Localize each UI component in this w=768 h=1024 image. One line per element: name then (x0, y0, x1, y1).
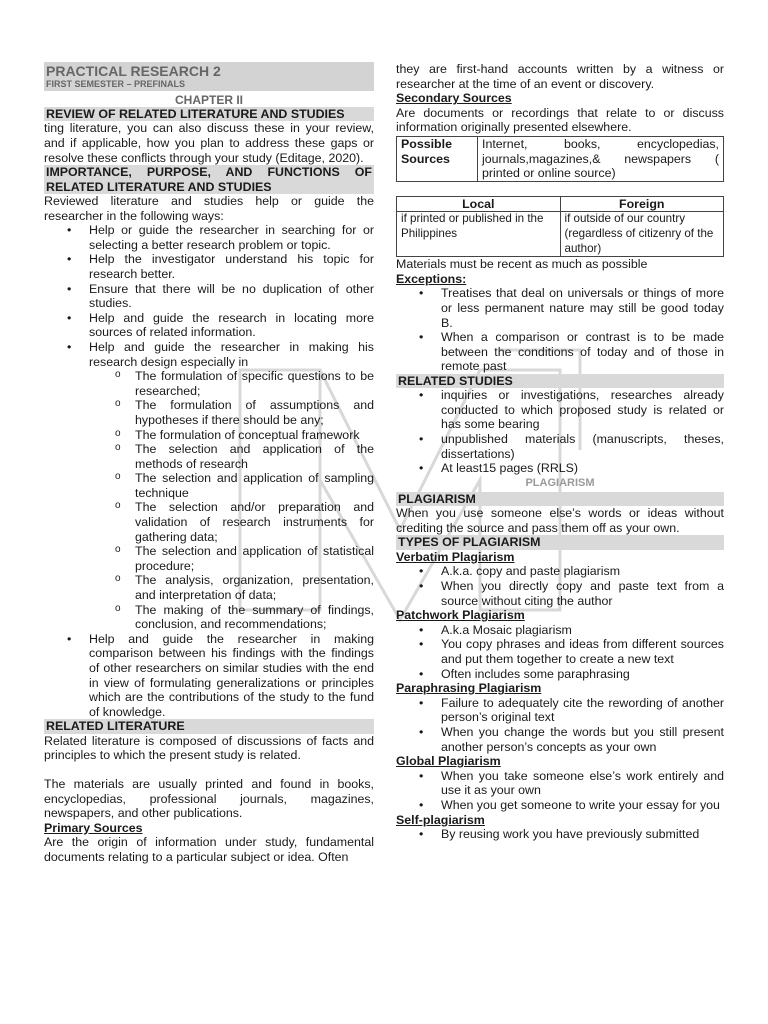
sub-list-item: o The selection and application of sampling technique (135, 471, 374, 500)
left-column (44, 62, 374, 865)
right-column (396, 62, 724, 842)
list-item: • When a comparison or contrast is to be made between the conditions of today and of those in remote past (441, 330, 724, 374)
list-item: • inquiries or investigations, researches already conducted to which proposed study is related or has some bearing (441, 388, 724, 432)
plagiarism-label: PLAGIARISM (525, 476, 595, 489)
list-item (89, 340, 374, 632)
list-item: • At least15 pages (RRLS) (441, 461, 724, 476)
table-cell-foreign: if outside of our country (regardless of citizenry of the author) (560, 212, 724, 257)
importance-intro: Reviewed literature and studies help or guide the researcher in the following ways: (44, 194, 374, 223)
header-title-bar (44, 62, 374, 91)
review-text: ting literature, you can also discuss these in your review, and if applicable, how you plan to address these gaps or resolve these conflicts through your study (Editage, 2020). (44, 121, 374, 165)
list-item: • When you change the words but you still present another person’s concepts as your own (441, 725, 724, 754)
list-item: • Ensure that there will be no duplication of other studies. (89, 282, 374, 311)
types-of-plagiarism-heading: TYPES OF PLAGIARISM (396, 535, 724, 549)
table-header-foreign: Foreign (560, 196, 724, 212)
sub-list-item: o The formulation of specific questions to be researched; (135, 369, 374, 398)
list-item: • When you take someone else’s work entirely and use it as your own (441, 769, 724, 798)
table-cell-value: Internet, books, encyclopedias, journals,magazines,& newspapers ( printed or online source) (478, 136, 724, 181)
sub-list-item: o The selection and application of statistical procedure; (135, 544, 374, 573)
recent-text: Materials must be recent as much as possible (396, 257, 648, 272)
table-header-row (397, 196, 724, 212)
list-item: • unpublished materials (manuscripts, theses, dissertations) (441, 432, 724, 461)
sub-list-item: o The analysis, organization, presentation, and interpretation of data; (135, 573, 374, 602)
paraphrasing-heading: Paraphrasing Plagiarism (396, 681, 542, 696)
list-item-text: Help and guide the researcher in making his research design especially in (89, 339, 374, 369)
local-foreign-table (396, 196, 724, 257)
list-item: • Often includes some paraphrasing (441, 667, 724, 682)
sub-list-item: o The making of the summary of findings, conclusion, and recommendations; (135, 603, 374, 632)
exceptions-list (396, 286, 724, 374)
chapter-label: CHAPTER II (174, 93, 243, 107)
table-cell-label: Possible Sources (397, 136, 478, 181)
patchwork-list (396, 623, 724, 681)
secondary-sources-text: Are documents or recordings that relate to or discuss information originally presented elsewhere. (396, 105, 724, 135)
list-item: • When you get someone to write your essay for you (441, 798, 724, 813)
possible-sources-table (396, 136, 724, 182)
page-title: PRACTICAL RESEARCH 2 (46, 63, 221, 79)
plagiarism-text: When you use someone else’s words or ideas without crediting the source and pass them off as your own. (396, 506, 724, 535)
exceptions-heading: Exceptions: (396, 271, 467, 286)
plagiarism-heading: PLAGIARISM (396, 492, 724, 506)
global-heading: Global Plagiarism (396, 754, 501, 769)
table-row (397, 136, 724, 181)
patchwork-heading: Patchwork Plagiarism (396, 608, 525, 623)
list-item: • Failure to adequately cite the rewording of another person’s original text (441, 696, 724, 725)
list-item: • Help and guide the research in locating more sources of related information. (89, 311, 374, 340)
self-plagiarism-list (396, 827, 724, 842)
global-list (396, 769, 724, 813)
materials-text: The materials are usually printed and found in books, encyclopedias, professional journals, magazines, newspapers, and other publications. (44, 776, 374, 821)
verbatim-list (396, 564, 724, 608)
list-item: • Help and guide the researcher in making comparison between his findings with the findings of other researchers on similar studies with the end in view of formulating generalizations or principles which are the contributions of the study to the fund of knowledge. (89, 632, 374, 720)
importance-heading: IMPORTANCE, PURPOSE, AND FUNCTIONS OF RELATED LITERATURE AND STUDIES (46, 165, 372, 194)
self-plagiarism-heading: Self-plagiarism (396, 812, 485, 827)
primary-sources-heading: Primary Sources (44, 820, 143, 835)
list-item: • Help the investigator understand his topic for research better. (89, 252, 374, 281)
sub-list-item: o The formulation of assumptions and hypotheses if there should be any; (135, 398, 374, 427)
research-design-sublist (89, 369, 374, 632)
related-studies-list (396, 388, 724, 476)
primary-sources-text: Are the origin of information under study, fundamental documents relating to a particular subject or idea. Often (44, 835, 374, 864)
secondary-sources-heading: Secondary Sources (396, 91, 512, 106)
table-cell-local: if printed or published in the Philippines (397, 212, 561, 257)
list-item: • A.k.a Mosaic plagiarism (441, 623, 724, 638)
verbatim-heading: Verbatim Plagiarism (396, 549, 515, 564)
related-studies-heading: RELATED STUDIES (396, 374, 724, 388)
list-item: • You copy phrases and ideas from different sources and put them together to create a new text (441, 637, 724, 666)
review-heading: REVIEW OF RELATED LITERATURE AND STUDIES (44, 107, 374, 121)
list-item: • Treatises that deal on universals or things of more or less permanent nature may still be good today B. (441, 286, 724, 330)
primary-sources-text-cont: they are first-hand accounts written by a witness or researcher at the time of an event or discovery. (396, 62, 724, 91)
list-item: • Help or guide the researcher in searching for or selecting a better research problem or topic. (89, 223, 374, 252)
related-literature-heading: RELATED LITERATURE (44, 719, 374, 733)
importance-list (44, 223, 374, 719)
sub-list-item: o The selection and/or preparation and validation of research instruments for gathering data; (135, 500, 374, 544)
paraphrasing-list (396, 696, 724, 754)
page-subtitle: FIRST SEMESTER – PREFINALS (46, 79, 186, 89)
sub-list-item: o The formulation of conceptual framework (135, 428, 374, 443)
list-item: • A.k.a. copy and paste plagiarism (441, 564, 724, 579)
list-item: • By reusing work you have previously submitted (441, 827, 724, 842)
related-literature-text: Related literature is composed of discussions of facts and principles to which the present study is related. (44, 733, 374, 763)
sub-list-item: o The selection and application of the methods of research (135, 442, 374, 471)
table-header-local: Local (397, 196, 561, 212)
list-item: • When you directly copy and paste text from a source without citing the author (441, 579, 724, 608)
table-row (397, 212, 724, 257)
